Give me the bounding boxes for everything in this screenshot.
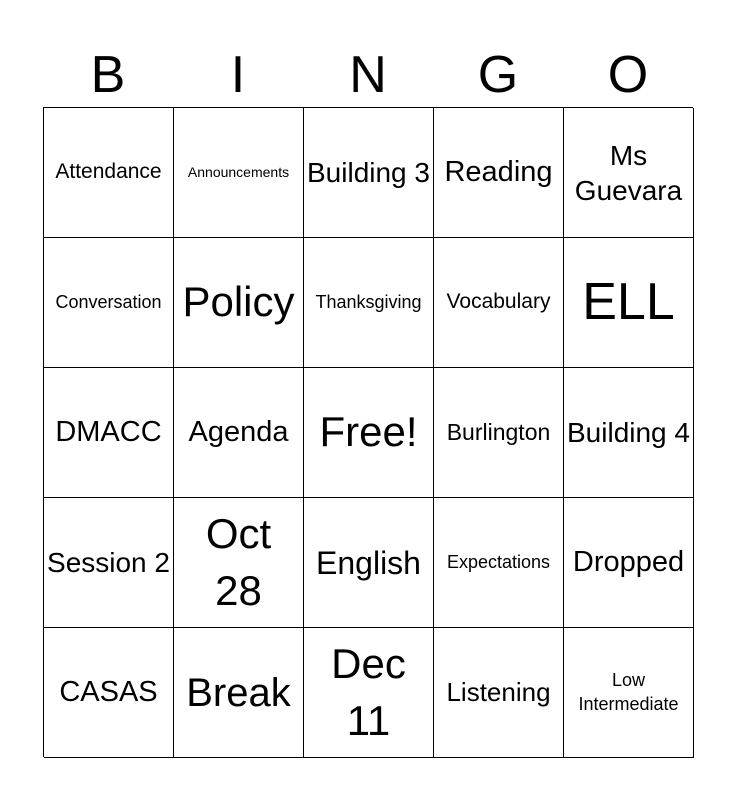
cell-label: CASAS bbox=[59, 676, 158, 709]
header-letter-b: B bbox=[90, 46, 126, 104]
bingo-cell[interactable] bbox=[174, 368, 304, 498]
cell-label: Vocabulary bbox=[446, 290, 551, 314]
cell-label: Dropped bbox=[572, 546, 685, 579]
free-space[interactable] bbox=[304, 368, 434, 498]
bingo-cell[interactable] bbox=[174, 498, 304, 628]
bingo-cell[interactable] bbox=[174, 238, 304, 368]
header-letter-n: N bbox=[349, 46, 387, 104]
cell-label: Ms Guevara bbox=[574, 139, 683, 206]
cell-label: Reading bbox=[444, 156, 553, 189]
header-letter-i: I bbox=[230, 46, 246, 104]
bingo-cell[interactable] bbox=[174, 108, 304, 238]
cell-label: DMACC bbox=[55, 416, 162, 449]
bingo-board bbox=[43, 107, 693, 757]
bingo-cell[interactable] bbox=[44, 368, 174, 498]
cell-label: Policy bbox=[182, 278, 295, 326]
cell-label: Expectations bbox=[446, 551, 551, 572]
cell-label: Conversation bbox=[55, 291, 162, 312]
cell-label: Burlington bbox=[446, 418, 551, 445]
bingo-cell[interactable] bbox=[304, 108, 434, 238]
bingo-cell[interactable] bbox=[434, 628, 564, 758]
bingo-cell[interactable] bbox=[564, 498, 694, 628]
bingo-cell[interactable] bbox=[44, 238, 174, 368]
bingo-cell[interactable] bbox=[44, 498, 174, 628]
cell-label: Building 3 bbox=[307, 157, 430, 188]
bingo-cell[interactable] bbox=[174, 628, 304, 758]
bingo-cell[interactable] bbox=[564, 108, 694, 238]
cell-label: Agenda bbox=[188, 416, 289, 449]
bingo-cell[interactable] bbox=[434, 498, 564, 628]
bingo-cell[interactable] bbox=[434, 238, 564, 368]
cell-label: Building 4 bbox=[567, 417, 690, 448]
bingo-cell[interactable] bbox=[44, 628, 174, 758]
bingo-cell[interactable] bbox=[434, 108, 564, 238]
bingo-cell[interactable] bbox=[564, 238, 694, 368]
cell-label: Thanksgiving bbox=[315, 291, 422, 312]
bingo-cell[interactable] bbox=[304, 628, 434, 758]
bingo-cell[interactable] bbox=[434, 368, 564, 498]
cell-label: ELL bbox=[582, 272, 675, 331]
free-space-label: Free! bbox=[319, 408, 418, 456]
cell-label: Low Intermediate bbox=[578, 670, 679, 714]
bingo-cell[interactable] bbox=[564, 368, 694, 498]
cell-label: Announcements bbox=[187, 164, 290, 181]
cell-label: Break bbox=[186, 670, 291, 715]
cell-label: Dec 11 bbox=[331, 639, 406, 744]
header-letter-o: O bbox=[607, 46, 649, 104]
cell-label: Session 2 bbox=[47, 547, 170, 578]
bingo-header bbox=[43, 42, 693, 108]
cell-label: English bbox=[316, 544, 421, 581]
cell-label: Oct 28 bbox=[205, 509, 272, 614]
bingo-cell[interactable] bbox=[564, 628, 694, 758]
cell-label: Attendance bbox=[55, 160, 162, 184]
header-letter-g: G bbox=[477, 46, 519, 104]
bingo-cell[interactable] bbox=[44, 108, 174, 238]
cell-label: Listening bbox=[446, 677, 551, 708]
bingo-cell[interactable] bbox=[304, 238, 434, 368]
bingo-cell[interactable] bbox=[304, 498, 434, 628]
